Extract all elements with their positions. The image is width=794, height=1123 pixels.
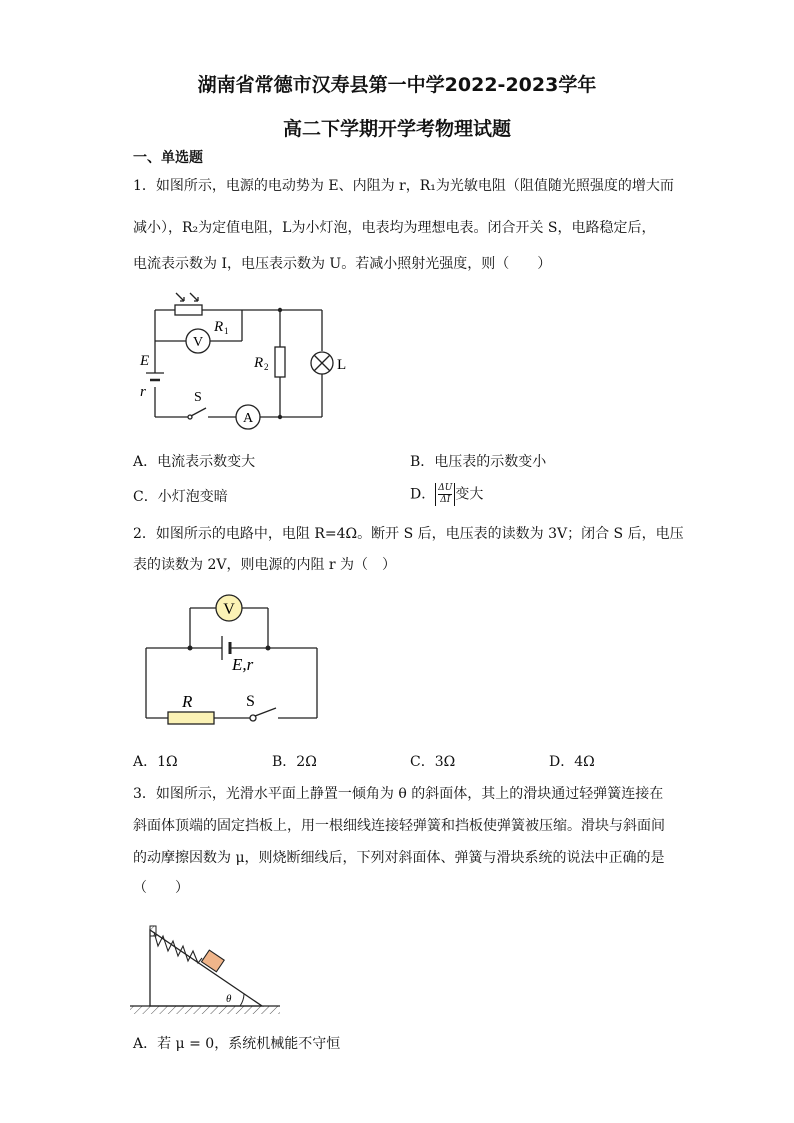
option-a: A．1Ω bbox=[133, 754, 178, 770]
angle-theta: θ bbox=[226, 993, 232, 1005]
option-a: A．电流表示数变大 bbox=[133, 454, 256, 470]
circuit-diagram-q1 bbox=[130, 285, 360, 435]
question-text-line: 3．如图所示，光滑水平面上静置一倾角为 θ 的斜面体，其上的滑块通过轻弹簧连接在 bbox=[133, 786, 664, 802]
question-text-line: 1．如图所示，电源的电动势为 E、内阻为 r，R₁为光敏电阻（阻值随光照强度的增大而 bbox=[133, 178, 674, 194]
label-r2-sub: 2 bbox=[264, 362, 269, 372]
label-s: S bbox=[246, 693, 255, 710]
label-er: E,r bbox=[232, 655, 254, 674]
question-text-line: （ ） bbox=[133, 880, 189, 896]
ground-hatch bbox=[130, 1006, 280, 1014]
option-c: C．小灯泡变暗 bbox=[133, 489, 228, 505]
voltmeter-symbol: V bbox=[223, 601, 235, 618]
label-r: R bbox=[182, 692, 193, 711]
question-text-line: 减小），R₂为定值电阻，L为小灯泡，电表均为理想电表。闭合开关 S，电路稳定后， bbox=[133, 220, 656, 236]
label-s: S bbox=[194, 390, 202, 405]
option-b: B．2Ω bbox=[272, 754, 317, 770]
page-title-line1: 湖南省常德市汉寿县第一中学2022-2023学年 bbox=[197, 74, 597, 96]
delta-fraction: $\frac{\Delta U}{\Delta I}$ bbox=[435, 483, 455, 506]
label-lamp: L bbox=[337, 357, 347, 373]
section-heading: 一、单选题 bbox=[133, 150, 203, 166]
spring bbox=[154, 932, 202, 963]
question-text-line: 的动摩擦因数为 μ，则烧断细线后，下列对斜面体、弹簧与滑块系统的说法中正确的是 bbox=[133, 850, 665, 866]
slider-block bbox=[201, 950, 224, 972]
label-r1-sub: 1 bbox=[224, 326, 229, 336]
label-r1: R bbox=[214, 319, 224, 335]
incline-diagram-q3 bbox=[128, 918, 288, 1018]
label-r2: R bbox=[254, 355, 264, 371]
label-r: r bbox=[140, 384, 146, 400]
circuit-diagram-q2 bbox=[140, 588, 325, 728]
question-text-line: 斜面体顶端的固定挡板上，用一根细线连接轻弹簧和挡板使弹簧被压缩。滑块与斜面间 bbox=[133, 818, 665, 834]
option-d: D．4Ω bbox=[549, 754, 595, 770]
question-text-line: 电流表示数为 I，电压表示数为 U。若减小照射光强度，则（ ） bbox=[133, 256, 552, 272]
incline-body bbox=[150, 930, 262, 1006]
page-title-line2: 高二下学期开学考物理试题 bbox=[282, 118, 511, 140]
label-e: E bbox=[140, 353, 150, 369]
option-b: B．电压表的示数变小 bbox=[410, 454, 547, 470]
question-text-line: 表的读数为 2V，则电源的内阻 r 为（ ） bbox=[133, 557, 397, 573]
ammeter-symbol: A bbox=[242, 411, 254, 426]
option-c: C．3Ω bbox=[410, 754, 456, 770]
question-text-line: 2．如图所示的电路中，电阻 R=4Ω。断开 S 后，电压表的读数为 3V；闭合 S 后，电压 bbox=[133, 526, 684, 542]
option-d: D． $\frac{\Delta U}{\Delta I}$变大 bbox=[410, 483, 484, 505]
voltmeter-symbol: V bbox=[192, 335, 204, 350]
option-a: A．若 μ = 0，系统机械能不守恒 bbox=[133, 1036, 341, 1052]
